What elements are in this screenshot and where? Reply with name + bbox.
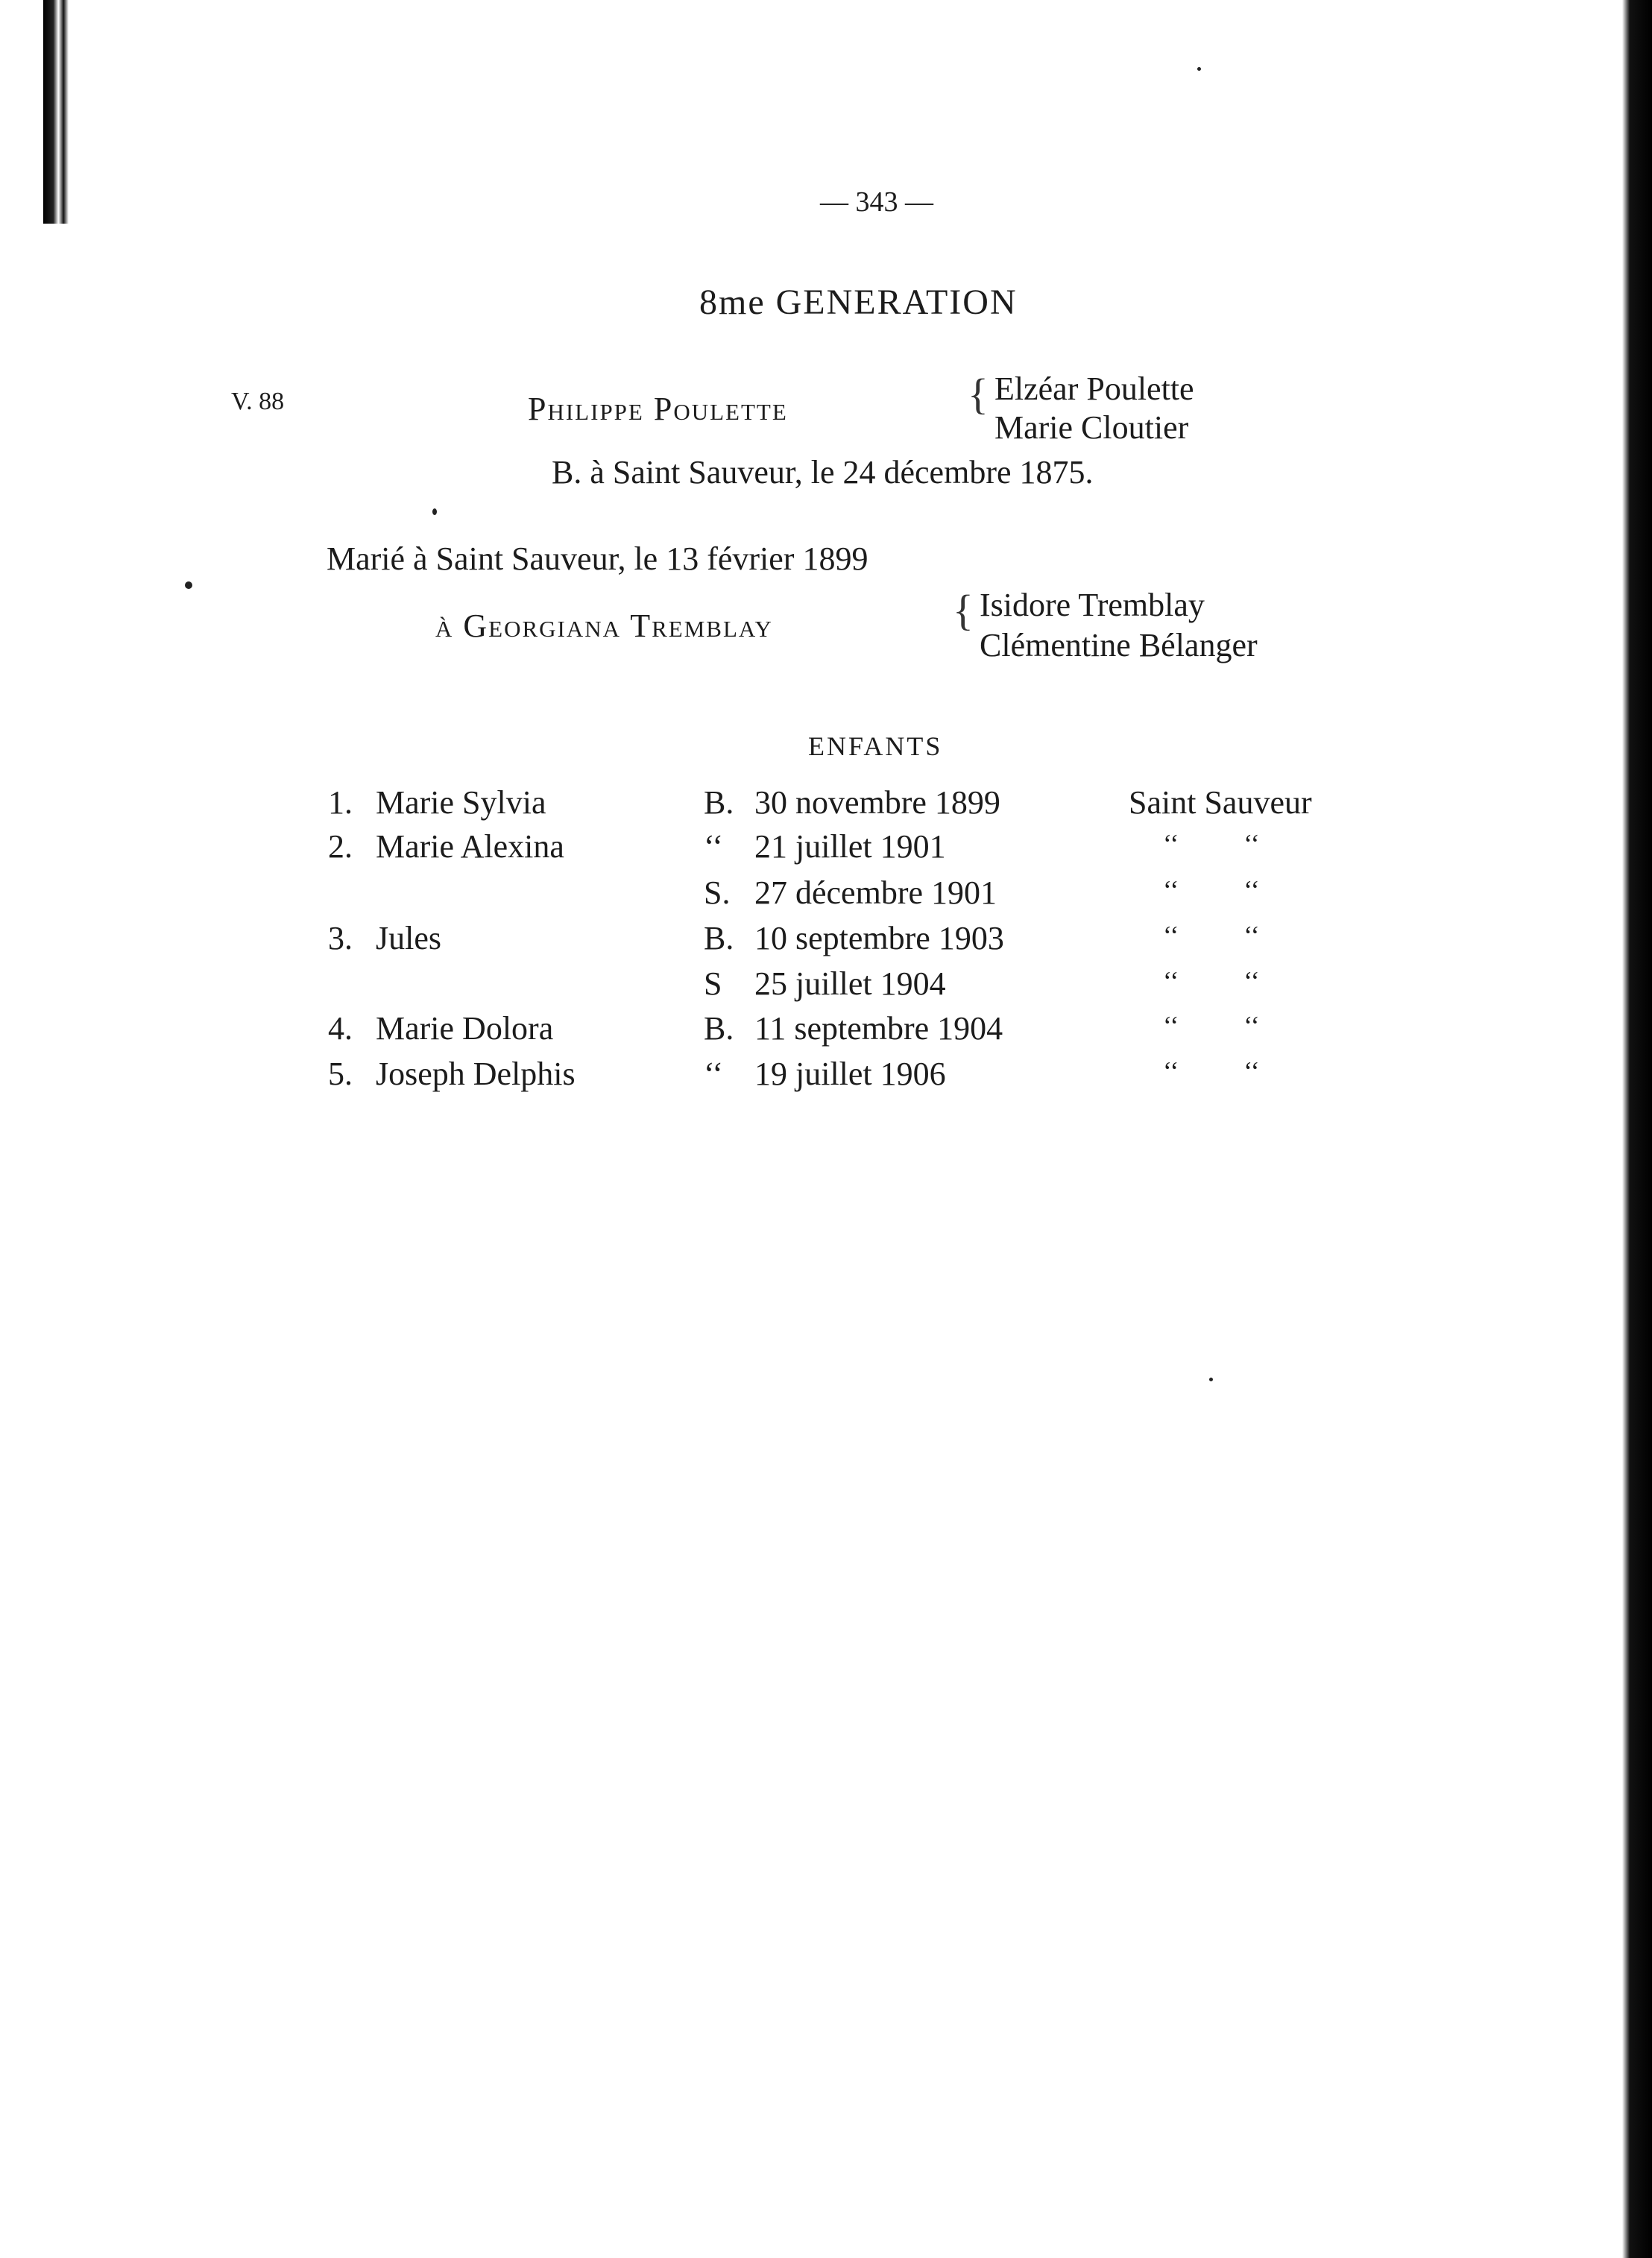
- child-num: 5.: [328, 1056, 353, 1092]
- child-date: 11 septembre 1904: [754, 1010, 1003, 1047]
- child-record-type: ‘‘: [704, 1056, 724, 1092]
- child-name: Marie Alexina: [376, 828, 564, 865]
- scan-speck: [1209, 1378, 1213, 1381]
- entry-name: Philippe Poulette: [528, 391, 788, 427]
- baptism-line: B. à Saint Sauveur, le 24 décembre 1875.: [552, 454, 1094, 491]
- child-record-type: B.: [704, 784, 734, 821]
- child-name: Jules: [376, 920, 441, 956]
- child-name: Marie Sylvia: [376, 784, 546, 821]
- child-date: 19 juillet 1906: [754, 1056, 946, 1092]
- spouse-parents-brace: {: [953, 586, 974, 634]
- scan-edge-right: [1622, 0, 1652, 2258]
- child-record-type: S: [704, 965, 722, 1002]
- scan-speck: [1197, 67, 1201, 71]
- child-num: 1.: [328, 784, 353, 821]
- child-date: 25 juillet 1904: [754, 965, 946, 1002]
- page-number: — 343 —: [820, 186, 933, 218]
- father-name: Elzéar Poulette: [994, 370, 1194, 407]
- children-heading: ENFANTS: [808, 731, 943, 761]
- mother-name: Marie Cloutier: [994, 409, 1189, 446]
- child-record-type: ‘‘: [704, 828, 724, 865]
- child-place: ‘‘ ‘‘: [1163, 1011, 1260, 1041]
- scan-speck: [185, 581, 192, 589]
- child-num: 2.: [328, 828, 353, 865]
- child-num: 4.: [328, 1010, 353, 1047]
- child-num: 3.: [328, 920, 353, 956]
- child-name: Marie Dolora: [376, 1010, 554, 1047]
- child-place: Saint Sauveur: [1129, 784, 1312, 821]
- parents-brace: {: [968, 370, 989, 418]
- child-record-type: B.: [704, 920, 734, 956]
- child-date: 27 décembre 1901: [754, 874, 997, 911]
- marriage-line: Marié à Saint Sauveur, le 13 février 1899: [327, 540, 868, 577]
- child-record-type: S.: [704, 874, 731, 911]
- child-place: ‘‘ ‘‘: [1163, 921, 1260, 950]
- scan-edge-left: [43, 0, 69, 224]
- generation-heading: 8me GENERATION: [699, 283, 1018, 322]
- spouse-name: à Georgiana Tremblay: [435, 608, 773, 644]
- child-date: 21 juillet 1901: [754, 828, 946, 865]
- child-place: ‘‘ ‘‘: [1163, 966, 1260, 996]
- child-place: ‘‘ ‘‘: [1163, 1056, 1260, 1086]
- child-place: ‘‘ ‘‘: [1163, 875, 1260, 905]
- spouse-father: Isidore Tremblay: [980, 587, 1205, 623]
- child-record-type: B.: [704, 1010, 734, 1047]
- scan-speck: [432, 508, 437, 515]
- spouse-mother: Clémentine Bélanger: [980, 627, 1258, 663]
- child-place: ‘‘ ‘‘: [1163, 829, 1260, 859]
- entry-ref: V. 88: [231, 388, 285, 415]
- child-date: 10 septembre 1903: [754, 920, 1004, 956]
- child-date: 30 novembre 1899: [754, 784, 1000, 821]
- child-name: Joseph Delphis: [376, 1056, 576, 1092]
